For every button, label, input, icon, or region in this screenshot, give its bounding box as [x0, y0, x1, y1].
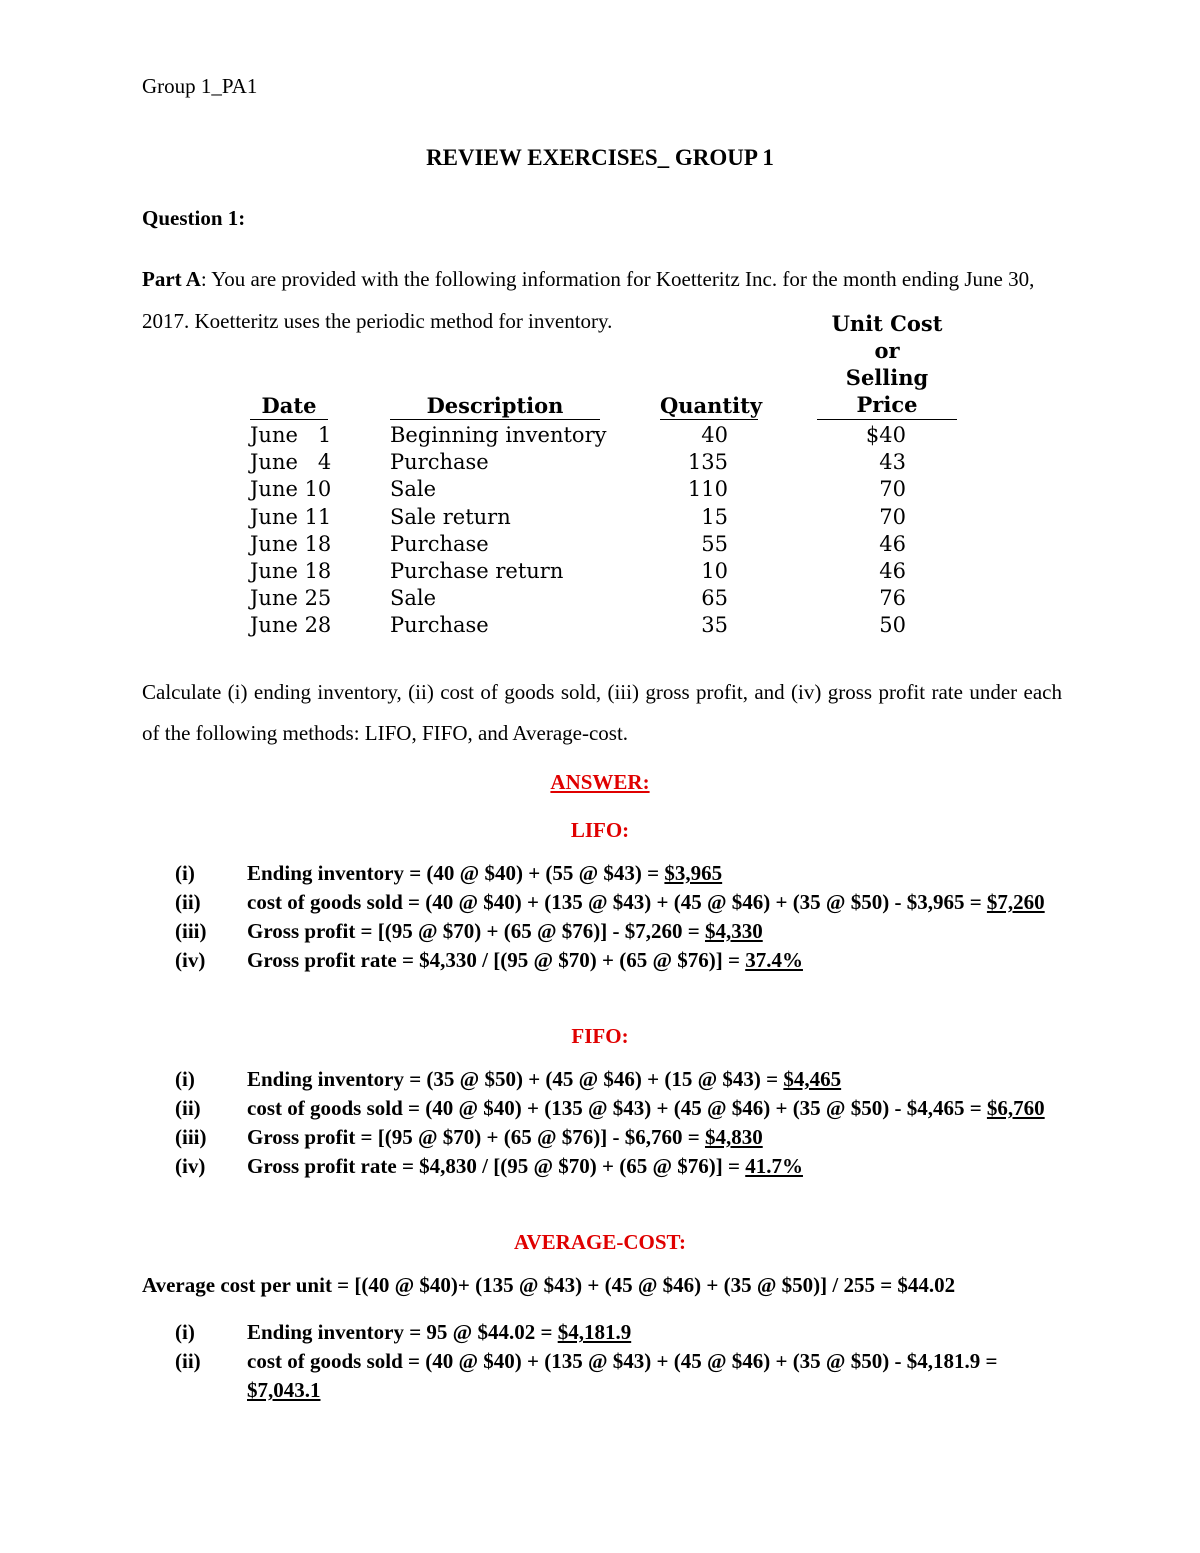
- cell-date: June 1: [250, 423, 332, 447]
- cell-quantity: 10: [701, 558, 728, 583]
- cell-cost: 46: [879, 531, 906, 556]
- cell-date: June 18: [250, 558, 332, 583]
- step-text: Gross profit = [(95 @ $70) + (65 @ $76)] - $6,760 =: [247, 1125, 705, 1149]
- step-number: (iv): [175, 1154, 206, 1178]
- cell-quantity: 15: [701, 504, 728, 529]
- cell-date: June 25: [250, 586, 332, 611]
- average-cost-steps: [142, 1318, 1062, 1405]
- header-description: Description: [390, 393, 600, 420]
- lifo-step: [142, 946, 1062, 975]
- table-row: [250, 531, 962, 558]
- step-number: (iii): [175, 919, 207, 943]
- step-text: Gross profit rate = $4,330 / [(95 @ $70) + (65 @ $76)] =: [247, 948, 746, 972]
- step-number: (ii): [175, 1349, 201, 1373]
- step-result: $4,181.9: [557, 1320, 632, 1344]
- step-result: 37.4%: [745, 948, 803, 972]
- table-header: [250, 311, 962, 420]
- cell-quantity: 55: [701, 531, 728, 556]
- step-result: $4,465: [783, 1067, 842, 1091]
- step-text: Ending inventory = (35 @ $50) + (45 @ $46) + (15 @ $43) =: [247, 1067, 784, 1091]
- cell-description: Sale: [390, 477, 437, 502]
- lifo-step: [142, 888, 1062, 917]
- fifo-step: [142, 1123, 1062, 1152]
- step-text: cost of goods sold = (40 @ $40) + (135 @ $43) + (45 @ $46) + (35 @ $50) - $4,465 =: [247, 1096, 987, 1120]
- table-row: [250, 585, 962, 612]
- step-number: (iv): [175, 948, 206, 972]
- step-number: (i): [175, 1067, 195, 1091]
- cell-description: Purchase: [390, 531, 489, 556]
- step-result: $7,260: [986, 890, 1045, 914]
- step-text: cost of goods sold = (40 @ $40) + (135 @ $43) + (45 @ $46) + (35 @ $50) - $4,181.9 =: [247, 1349, 998, 1373]
- step-result: 41.7%: [745, 1154, 803, 1178]
- step-number: (ii): [175, 890, 201, 914]
- step-text: Ending inventory = (40 @ $40) + (55 @ $43) =: [247, 861, 665, 885]
- step-result: $6,760: [986, 1096, 1045, 1120]
- page-header: Group 1_PA1: [142, 74, 258, 98]
- step-result: $7,043.1: [247, 1378, 321, 1402]
- step-text: Ending inventory = 95 @ $44.02 =: [247, 1320, 558, 1344]
- table-row: [250, 504, 962, 531]
- cell-date: June 28: [250, 613, 332, 638]
- calculate-instructions: Calculate (i) ending inventory, (ii) cost of goods sold, (iii) gross profit, and (iv) gross profit rate under each of the following methods: LIFO, FIFO, and Average-cost.: [142, 680, 1062, 745]
- cell-description: Purchase: [390, 450, 489, 475]
- table-body: [250, 422, 962, 640]
- document-title: REVIEW EXERCISES_ GROUP 1: [426, 145, 774, 170]
- header-cost-line1: Unit Cost or: [831, 311, 943, 363]
- step-number: (i): [175, 1320, 195, 1344]
- lifo-heading: LIFO:: [570, 818, 630, 842]
- cell-description: Beginning inventory: [390, 423, 607, 447]
- cell-cost: 76: [879, 586, 906, 611]
- step-number: (iii): [175, 1125, 207, 1149]
- header-cost: [817, 310, 957, 420]
- question-heading: Question 1:: [142, 206, 246, 230]
- cell-date: June 18: [250, 531, 332, 556]
- part-label: Part A: [142, 267, 201, 291]
- cell-cost: $40: [865, 423, 906, 447]
- step-text: Gross profit rate = $4,830 / [(95 @ $70) + (65 @ $76)] =: [247, 1154, 746, 1178]
- lifo-steps: [142, 859, 1062, 975]
- cell-cost: 70: [879, 477, 906, 502]
- step-text: Gross profit = [(95 @ $70) + (65 @ $76)] - $7,260 =: [247, 919, 705, 943]
- cell-date: June 4: [250, 450, 332, 475]
- cell-description: Purchase: [390, 613, 489, 638]
- cell-cost: 50: [879, 613, 906, 638]
- cell-cost: 46: [879, 558, 906, 583]
- answer-heading: ANSWER:: [550, 770, 650, 794]
- table-row: [250, 476, 962, 503]
- step-text: cost of goods sold = (40 @ $40) + (135 @ $43) + (45 @ $46) + (35 @ $50) - $3,965 =: [247, 890, 987, 914]
- average-cost-heading: AVERAGE-COST:: [514, 1230, 686, 1254]
- fifo-step: [142, 1094, 1062, 1123]
- step-result: $3,965: [664, 861, 723, 885]
- inventory-table: [250, 311, 962, 640]
- table-row: [250, 558, 962, 585]
- step-number: (ii): [175, 1096, 201, 1120]
- lifo-step: [142, 859, 1062, 888]
- fifo-step: [142, 1065, 1062, 1094]
- cell-quantity: 35: [701, 613, 728, 638]
- cell-quantity: 135: [687, 450, 728, 475]
- fifo-steps: [142, 1065, 1062, 1181]
- step-result: $4,330: [704, 919, 763, 943]
- header-quantity: Quantity: [660, 393, 763, 418]
- cell-quantity: 40: [701, 423, 728, 447]
- table-row: [250, 422, 962, 449]
- step-result: $4,830: [704, 1125, 763, 1149]
- cell-description: Purchase return: [390, 558, 564, 583]
- cell-cost: 70: [879, 504, 906, 529]
- fifo-heading: FIFO:: [571, 1024, 629, 1048]
- table-row: [250, 449, 962, 476]
- average-step: [142, 1347, 1062, 1405]
- cell-cost: 43: [879, 450, 906, 475]
- cell-description: Sale return: [390, 504, 511, 529]
- cell-quantity: 110: [687, 477, 728, 502]
- header-cost-line2: Selling Price: [845, 365, 929, 417]
- lifo-step: [142, 917, 1062, 946]
- cell-date: June 10: [250, 477, 332, 502]
- fifo-step: [142, 1152, 1062, 1181]
- cell-description: Sale: [390, 586, 437, 611]
- average-cost-per-unit: Average cost per unit = [(40 @ $40)+ (135 @ $43) + (45 @ $46) + (35 @ $50)] / 255 = $44.02: [142, 1273, 956, 1297]
- intro-text: : You are provided with the following information for Koetteritz Inc. for the month ending June 30, 2017. Koetteritz uses the periodic method for inventory.: [142, 267, 1035, 333]
- header-date: Date: [250, 393, 328, 420]
- step-number: (i): [175, 861, 195, 885]
- cell-quantity: 65: [701, 586, 728, 611]
- table-row: [250, 612, 962, 639]
- cell-date: June 11: [250, 504, 332, 529]
- average-step: [142, 1318, 1062, 1347]
